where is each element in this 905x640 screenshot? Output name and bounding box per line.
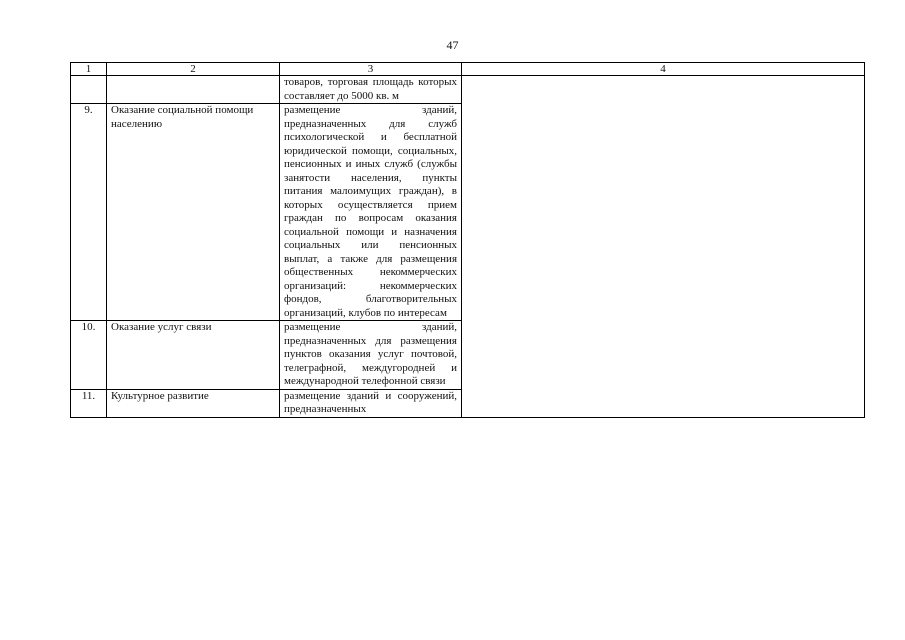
column-header-4: 4 [462,63,865,76]
row-description [280,104,462,321]
table-row [71,76,865,104]
row-col4 [462,76,865,418]
row-description [280,321,462,390]
row-name: Культурное развитие [107,389,280,417]
column-header-1: 1 [71,63,107,76]
row-name: Оказание социальной помощи населению [107,104,280,321]
page-number: 47 [446,38,459,52]
row-description-text: размещение зданий, предназначенных для размещения пунктов оказания услуг почтовой, телеграфной, междугородней и международной телефонной связи [284,321,457,387]
row-number [71,76,107,104]
row-description-text: размещение зданий, предназначенных для служб психологической и бесплатной юридической помощи, социальных, пенсионных и иных служб (службы занятости населения, пункты питания малоимущих граждан), в которых осуществляется прием граждан по вопросам оказания социальной помощи и назначения социальных или пенсионных выплат, а также для размещения общественных некоммерческих организаций: некоммерческих фондов, благотворительных организаций, клубов по интересам [284,104,457,319]
row-description [280,76,462,104]
row-name: Оказание услуг связи [107,321,280,390]
row-number: 11. [71,389,107,417]
row-number: 9. [71,104,107,321]
row-description-text: размещение зданий и сооружений, предназначенных [284,389,457,415]
column-header-3: 3 [280,63,462,76]
document-table [70,62,865,418]
column-header-2: 2 [107,63,280,76]
row-description [280,389,462,417]
row-number: 10. [71,321,107,390]
row-name [107,76,280,104]
row-description-text: товаров, торговая площадь которых составляет до 5000 кв. м [284,76,457,102]
table-header-row [71,63,865,76]
